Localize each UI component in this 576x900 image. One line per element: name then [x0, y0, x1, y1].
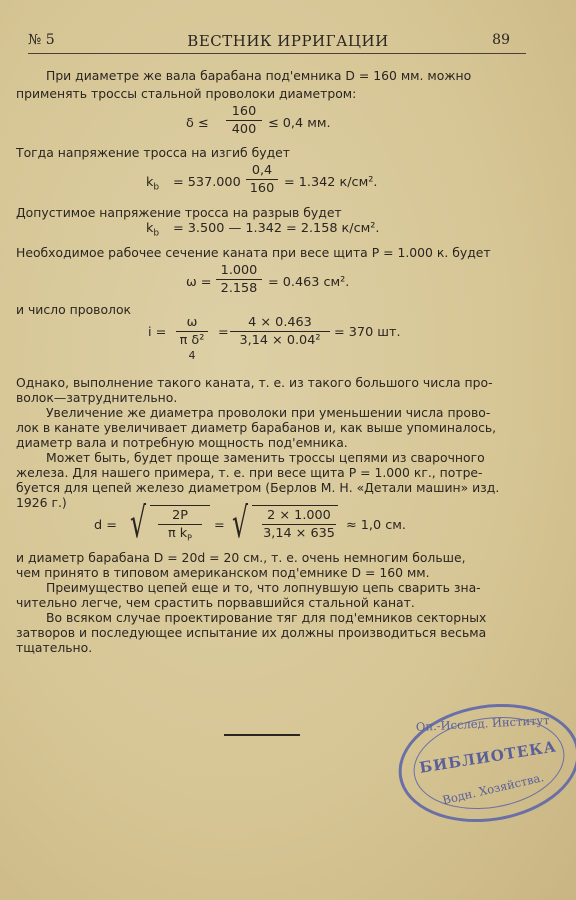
formula-rhs: = 370 шт.	[334, 325, 401, 340]
fraction-bar	[226, 120, 262, 121]
page-header	[0, 32, 576, 54]
numerator: ω	[186, 315, 198, 330]
issue-number: № 5	[28, 32, 55, 48]
formula-symbol	[146, 221, 159, 242]
fraction	[158, 508, 202, 546]
section-divider	[224, 734, 300, 736]
numerator: 1.000	[220, 263, 258, 278]
paragraph-line: и число проволок	[16, 302, 132, 317]
subscript: b	[153, 228, 160, 239]
pi-k: π k	[167, 526, 188, 541]
fraction	[226, 104, 262, 137]
paragraph-line: Необходимое рабочее сечение каната при весе щита P = 1.000 к. будет	[16, 245, 491, 260]
formula-lhs: δ ≤	[186, 116, 209, 131]
numerator: 4 × 0.463	[248, 315, 312, 330]
formula-symbol	[146, 175, 159, 196]
denominator-top: π δ²	[179, 333, 205, 348]
paragraph-line: Преимущество цепей еще и то, что лопнувшую цепь сварить зна-	[46, 580, 481, 595]
paragraph-line: буется для цепей железо диаметром (Берлов М. Н. «Детали машин» изд.	[16, 480, 500, 495]
paragraph-line: лок в канате увеличивает диаметр барабанов и, как выше упоминалось,	[16, 420, 497, 435]
denominator: 3,14 × 635	[263, 526, 335, 541]
formula-rhs: ≈ 1,0 см.	[346, 518, 406, 533]
formula-lhs: ω =	[186, 275, 212, 290]
stamp-middle-text: БИБЛИОТЕКА	[418, 737, 559, 777]
formula-lhs: i =	[148, 325, 167, 340]
k-symbol: k	[146, 175, 154, 190]
formula-part: = 537.000	[173, 175, 241, 190]
formula-rhs: = 1.342 к/см².	[284, 175, 378, 190]
paragraph-line: тщательно.	[16, 640, 93, 655]
paragraph-line: железа. Для нашего примера, т. е. при весе щита P = 1.000 кг., потре-	[16, 465, 483, 480]
paragraph-line: диаметр вала и потребную мощность под'емника.	[16, 435, 348, 450]
radical-sign: √	[130, 498, 147, 547]
k-symbol: k	[146, 221, 154, 236]
journal-title: ВЕСТНИК ИРРИГАЦИИ	[187, 32, 389, 50]
stamp-bottom-text: Водн. Хозяйства.	[441, 770, 546, 808]
page-number: 89	[492, 32, 510, 48]
denominator: 3,14 × 0.04²	[239, 333, 321, 348]
fraction	[176, 315, 208, 363]
paragraph-line: и диаметр барабана D = 20d = 20 см., т. е. очень немногим больше,	[16, 550, 466, 565]
paragraph-line: Тогда напряжение тросса на изгиб будет	[16, 145, 290, 160]
numerator: 2 × 1.000	[267, 508, 331, 523]
denominator: 160	[249, 181, 275, 196]
denominator	[158, 526, 202, 546]
paragraph-line: При диаметре же вала барабана под'емника D = 160 мм. можно	[46, 68, 472, 83]
radical-overline	[150, 505, 210, 506]
subscript: b	[153, 182, 160, 193]
fraction-bar	[230, 331, 330, 332]
denominator: 400	[231, 122, 257, 137]
numerator: 2P	[172, 508, 188, 523]
paragraph-line: чем принято в типовом американском под'емнике D = 160 мм.	[16, 565, 430, 580]
formula-part: =	[218, 325, 229, 340]
paragraph-line: применять троссы стальной проволоки диаметром:	[16, 86, 357, 101]
library-stamp	[390, 691, 576, 834]
fraction	[262, 508, 336, 541]
header-rule	[28, 53, 526, 54]
formula-lhs: d =	[94, 518, 117, 533]
paragraph-line: Может быть, будет проще заменить троссы цепями из сварочного	[46, 450, 485, 465]
radical-overline	[252, 505, 338, 506]
fraction-bar	[176, 331, 208, 332]
paragraph-line: Во всяком случае проектирование тяг для под'емников секторных	[46, 610, 487, 625]
numerator: 160	[231, 104, 257, 119]
paragraph-line: чительно легче, чем срастить порвавшийся стальной канат.	[16, 595, 415, 610]
formula-part: =	[214, 518, 225, 533]
fraction-bar	[246, 179, 278, 180]
fraction-bar	[262, 524, 336, 525]
paragraph-line: Однако, выполнение такого каната, т. е. из такого большого числа про-	[16, 375, 493, 390]
formula-rhs: = 0.463 см².	[268, 275, 350, 290]
fraction	[246, 163, 278, 196]
paragraph-line: Допустимое напряжение тросса на разрыв будет	[16, 205, 342, 220]
numerator: 0,4	[251, 163, 273, 178]
fraction	[216, 263, 262, 296]
denominator-bottom: 4	[188, 349, 196, 362]
paragraph-line: 1926 г.)	[16, 495, 67, 510]
formula-rhs: = 3.500 — 1.342 = 2.158 к/см².	[173, 221, 380, 236]
formula-rhs: ≤ 0,4 мм.	[268, 116, 331, 131]
fraction-bar	[216, 279, 262, 280]
fraction	[230, 315, 330, 348]
subscript: P	[187, 533, 192, 543]
stamp-top-text: Оп.-Исслед. Институт	[415, 713, 550, 734]
fraction-bar	[158, 524, 202, 525]
paragraph-line: затворов и последующее испытание их должны производиться весьма	[16, 625, 487, 640]
paragraph-line: волок—затруднительно.	[16, 390, 178, 405]
radical-sign: √	[232, 498, 249, 547]
denominator: 2.158	[220, 281, 258, 296]
paragraph-line: Увеличение же диаметра проволоки при уменьшении числа прово-	[46, 405, 491, 420]
